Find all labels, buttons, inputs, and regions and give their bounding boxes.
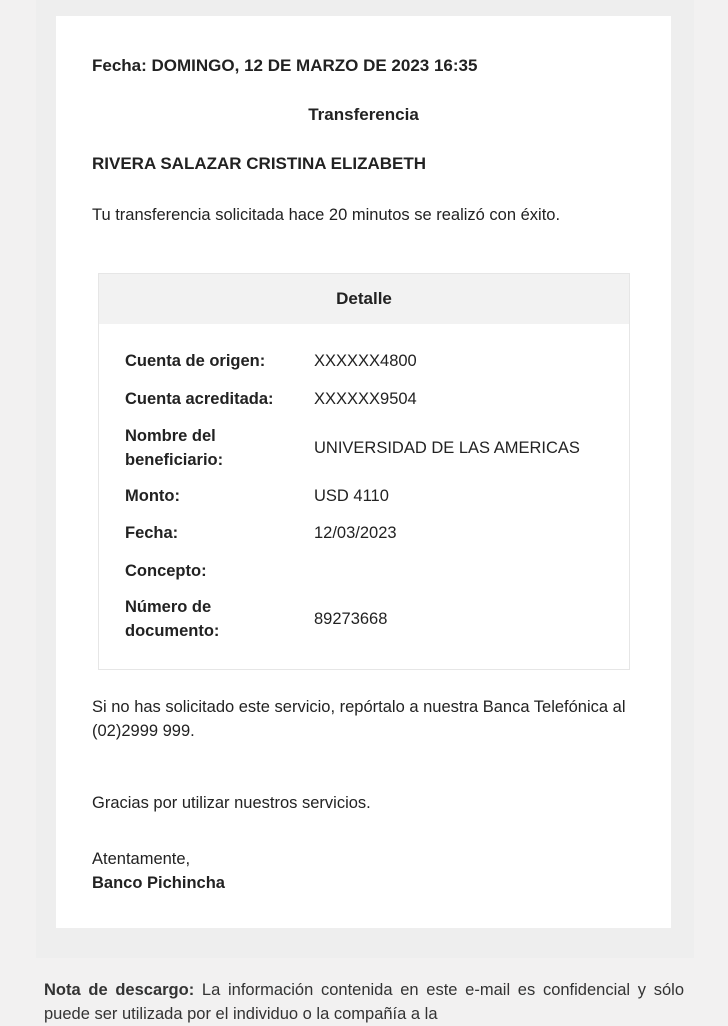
detail-value: USD 4110 bbox=[314, 487, 389, 505]
signature: Banco Pichincha bbox=[92, 874, 225, 892]
closing-text: Atentamente, bbox=[92, 850, 191, 868]
detail-heading: Detalle bbox=[99, 274, 629, 324]
recipient-name: RIVERA SALAZAR CRISTINA ELIZABETH bbox=[92, 154, 427, 173]
warning-line: Si no has solicitado este servicio, repórtalo a nuestra Banca Telefónica al bbox=[92, 698, 626, 716]
detail-label: Concepto: bbox=[125, 562, 207, 580]
email-title: Transferencia bbox=[308, 105, 419, 124]
closing-block bbox=[92, 847, 225, 895]
intro-text: Tu transferencia solicitada hace 20 minutos se realizó con éxito. bbox=[92, 206, 561, 224]
detail-label: Monto: bbox=[125, 487, 180, 505]
detail-label: Cuenta de origen: bbox=[125, 352, 266, 370]
thanks-text: Gracias por utilizar nuestros servicios. bbox=[92, 794, 371, 812]
detail-value: XXXXXX9504 bbox=[314, 390, 417, 408]
detail-table bbox=[98, 273, 630, 670]
disclaimer bbox=[44, 978, 684, 1026]
detail-label: Fecha: bbox=[125, 524, 179, 542]
detail-label: Nombre del beneficiario: bbox=[125, 427, 224, 469]
detail-label: Número de documento: bbox=[125, 598, 220, 640]
email-date: Fecha: DOMINGO, 12 DE MARZO DE 2023 16:35 bbox=[92, 56, 478, 75]
detail-label: Cuenta acreditada: bbox=[125, 390, 274, 408]
detail-value: UNIVERSIDAD DE LAS AMERICAS bbox=[314, 439, 580, 457]
warning-text bbox=[92, 695, 635, 743]
detail-value: 89273668 bbox=[314, 610, 388, 628]
detail-value: 12/03/2023 bbox=[314, 524, 397, 542]
email-card bbox=[56, 16, 671, 928]
detail-value: XXXXXX4800 bbox=[314, 352, 417, 370]
phone-number: (02)2999 999. bbox=[92, 722, 195, 740]
disclaimer-text: La información contenida en este e-mail es confidencial y sólo puede ser utilizada por el individuo o la compañía a la bbox=[44, 981, 685, 1023]
disclaimer-label: Nota de descargo: bbox=[44, 981, 195, 999]
